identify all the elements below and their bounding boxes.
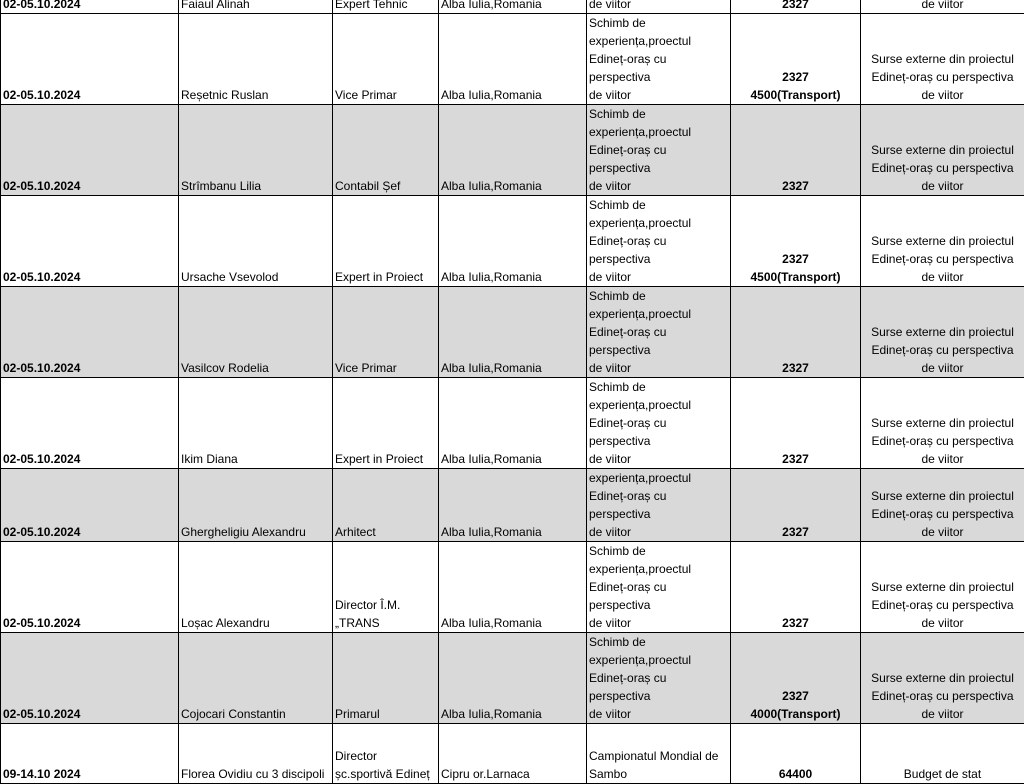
purpose-cell-line: experiența,proectul xyxy=(589,396,728,414)
purpose-cell-line: experiența,proectul xyxy=(589,651,728,669)
purpose-cell xyxy=(587,378,731,469)
source-cell-line: Edineț-oraș cu perspectiva xyxy=(863,505,1022,523)
date-cell: 02-05.10.2024 xyxy=(1,105,179,196)
source-cell-line: Edineț-oraș cu perspectiva xyxy=(863,341,1022,359)
table-row-partial xyxy=(1,0,1024,14)
purpose-cell xyxy=(587,469,731,542)
source-cell xyxy=(861,469,1024,542)
purpose-cell-line: experiența,proectul xyxy=(589,32,728,50)
name-cell: Cojocari Constantin xyxy=(179,633,333,724)
sum-cell-line: 2327 xyxy=(733,523,858,541)
sum-cell xyxy=(731,542,861,633)
sum-cell xyxy=(731,724,861,784)
source-cell-line: Edineț-oraș cu perspectiva xyxy=(863,250,1022,268)
date-cell: 02-05.10.2024 xyxy=(1,542,179,633)
name-cell: Faiaul Alinah xyxy=(179,0,333,14)
location-cell: Alba Iulia,Romania xyxy=(439,0,587,14)
position-cell: Vice Primar xyxy=(333,287,439,378)
source-cell-line: de viitor xyxy=(863,359,1022,377)
location-cell: Alba Iulia,Romania xyxy=(439,542,587,633)
location-cell: Alba Iulia,Romania xyxy=(439,378,587,469)
sum-cell xyxy=(731,633,861,724)
source-cell-line: Edineț-oraș cu perspectiva xyxy=(863,432,1022,450)
purpose-cell-line: experiența,proectul xyxy=(589,123,728,141)
position-cell-line: Director xyxy=(335,747,436,765)
purpose-cell-line: Schimb de xyxy=(589,287,728,305)
location-cell: Alba Iulia,Romania xyxy=(439,105,587,196)
sum-cell xyxy=(731,14,861,105)
purpose-cell-line: Sambo xyxy=(589,765,728,783)
sum-cell-line: 2327 xyxy=(733,68,858,86)
purpose-cell-line: experiența,proectul xyxy=(589,214,728,232)
name-cell: Ghergheligiu Alexandru xyxy=(179,469,333,542)
source-cell-line: de viitor xyxy=(863,523,1022,541)
purpose-cell-line: experiența,proectul xyxy=(589,469,728,487)
source-cell-line: Edineț-oraș cu perspectiva xyxy=(863,596,1022,614)
position-cell xyxy=(333,724,439,784)
source-cell xyxy=(861,633,1024,724)
source-cell-line: de viitor xyxy=(863,177,1022,195)
purpose-cell xyxy=(587,196,731,287)
purpose-cell-line: Campionatul Mondial de xyxy=(589,747,728,765)
table-row xyxy=(1,542,1024,633)
table-row xyxy=(1,378,1024,469)
name-cell: Loșac Alexandru xyxy=(179,542,333,633)
purpose-cell: de viitor xyxy=(587,0,731,14)
source-cell-line: de viitor xyxy=(863,705,1022,723)
sum-cell-line: 2327 xyxy=(733,450,858,468)
location-cell: Alba Iulia,Romania xyxy=(439,196,587,287)
source-cell-line: Edineț-oraș cu perspectiva xyxy=(863,68,1022,86)
name-cell: Ikim Diana xyxy=(179,378,333,469)
position-cell: Expert Tehnic xyxy=(333,0,439,14)
purpose-cell-line: de viitor xyxy=(589,705,728,723)
date-cell: 02-05.10.2024 xyxy=(1,633,179,724)
table-row xyxy=(1,105,1024,196)
table-row xyxy=(1,724,1024,784)
purpose-cell-line: Edineț-oraș cu perspectiva xyxy=(589,50,728,86)
sum-cell xyxy=(731,196,861,287)
source-cell-line: Edineț-oraș cu perspectiva xyxy=(863,687,1022,705)
sum-cell-line: 2327 xyxy=(733,687,858,705)
purpose-cell xyxy=(587,105,731,196)
source-cell-line: Edineț-oraș cu perspectiva xyxy=(863,159,1022,177)
purpose-cell-line: Edineț-oraș cu perspectiva xyxy=(589,323,728,359)
sum-cell-line: 4000(Transport) xyxy=(733,705,858,723)
source-cell xyxy=(861,196,1024,287)
sum-cell xyxy=(731,105,861,196)
source-cell-line: Budget de stat xyxy=(863,765,1022,783)
purpose-cell-line: de viitor xyxy=(589,177,728,195)
purpose-cell-line: Edineț-oraș cu perspectiva xyxy=(589,487,728,523)
purpose-cell xyxy=(587,633,731,724)
source-cell xyxy=(861,105,1024,196)
date-cell: 02-05.10.2024 xyxy=(1,287,179,378)
sum-cell-line: 4500(Transport) xyxy=(733,268,858,286)
purpose-cell-line: Edineț-oraș cu perspectiva xyxy=(589,669,728,705)
purpose-cell-line: experiența,proectul xyxy=(589,305,728,323)
purpose-cell-line: de viitor xyxy=(589,359,728,377)
location-cell: Alba Iulia,Romania xyxy=(439,469,587,542)
source-cell xyxy=(861,14,1024,105)
purpose-cell-line: de viitor xyxy=(589,86,728,104)
source-cell-line: Surse externe din proiectul xyxy=(863,323,1022,341)
source-cell-line: Surse externe din proiectul xyxy=(863,141,1022,159)
source-cell-line: de viitor xyxy=(863,268,1022,286)
date-cell: 02-05.10.2024 xyxy=(1,196,179,287)
position-cell: Primarul xyxy=(333,633,439,724)
purpose-cell-line: de viitor xyxy=(589,614,728,632)
name-cell: Vasilcov Rodelia xyxy=(179,287,333,378)
position-cell: Vice Primar xyxy=(333,14,439,105)
purpose-cell-line: de viitor xyxy=(589,450,728,468)
position-cell: Director Î.M. „TRANS xyxy=(333,542,439,633)
position-cell: Contabil Șef xyxy=(333,105,439,196)
date-cell: 02-05.10.2024 xyxy=(1,378,179,469)
position-cell-line: șc.sportivă Edineț xyxy=(335,765,436,783)
purpose-cell-line: de viitor xyxy=(589,268,728,286)
sum-cell-line: 2327 xyxy=(733,359,858,377)
source-cell-line: Surse externe din proiectul xyxy=(863,232,1022,250)
location-cell: Cipru or.Larnaca xyxy=(439,724,587,784)
source-cell-line: Surse externe din proiectul xyxy=(863,578,1022,596)
date-cell: 02-05.10.2024 xyxy=(1,0,179,14)
source-cell: de viitor xyxy=(861,0,1024,14)
sum-cell xyxy=(731,378,861,469)
table-row xyxy=(1,196,1024,287)
purpose-cell-line: Schimb de xyxy=(589,105,728,123)
position-cell: Expert in Proiect xyxy=(333,378,439,469)
source-cell-line: Surse externe din proiectul xyxy=(863,669,1022,687)
purpose-cell xyxy=(587,542,731,633)
sum-cell-line: 4500(Transport) xyxy=(733,86,858,104)
date-cell: 02-05.10.2024 xyxy=(1,14,179,105)
location-cell: Alba Iulia,Romania xyxy=(439,14,587,105)
location-cell: Alba Iulia,Romania xyxy=(439,633,587,724)
purpose-cell-line: Schimb de xyxy=(589,378,728,396)
table-row xyxy=(1,633,1024,724)
purpose-cell-line: de viitor xyxy=(589,523,728,541)
date-cell: 09-14.10 2024 xyxy=(1,724,179,784)
purpose-cell-line: Schimb de xyxy=(589,542,728,560)
sum-cell-line: 2327 xyxy=(733,177,858,195)
source-cell-line: de viitor xyxy=(863,614,1022,632)
source-cell xyxy=(861,542,1024,633)
table-row xyxy=(1,14,1024,105)
purpose-cell xyxy=(587,724,731,784)
source-cell xyxy=(861,378,1024,469)
sum-cell xyxy=(731,469,861,542)
position-cell: Expert in Proiect xyxy=(333,196,439,287)
position-cell: Arhitect xyxy=(333,469,439,542)
sum-cell-line: 2327 xyxy=(733,250,858,268)
purpose-cell-line: Edineț-oraș cu perspectiva xyxy=(589,232,728,268)
name-cell: Ursache Vsevolod xyxy=(179,196,333,287)
purpose-cell-line: experiența,proectul xyxy=(589,560,728,578)
sum-cell xyxy=(731,287,861,378)
date-cell: 02-05.10.2024 xyxy=(1,469,179,542)
purpose-cell-line: Schimb de xyxy=(589,14,728,32)
sum-cell: 2327 xyxy=(731,0,861,14)
location-cell: Alba Iulia,Romania xyxy=(439,287,587,378)
purpose-cell-line: Schimb de xyxy=(589,633,728,651)
sum-cell-line: 2327 xyxy=(733,614,858,632)
source-cell-line: de viitor xyxy=(863,450,1022,468)
source-cell xyxy=(861,287,1024,378)
purpose-cell xyxy=(587,14,731,105)
source-cell-line: Surse externe din proiectul xyxy=(863,487,1022,505)
name-cell: Reșetnic Ruslan xyxy=(179,14,333,105)
purpose-cell-line: Edineț-oraș cu perspectiva xyxy=(589,414,728,450)
source-cell-line: Surse externe din proiectul xyxy=(863,50,1022,68)
source-cell-line: Surse externe din proiectul xyxy=(863,414,1022,432)
name-cell: Florea Ovidiu cu 3 discipoli xyxy=(179,724,333,784)
purpose-cell-line: Schimb de xyxy=(589,196,728,214)
table-row xyxy=(1,287,1024,378)
source-cell-line: de viitor xyxy=(863,86,1022,104)
source-cell xyxy=(861,724,1024,784)
purpose-cell xyxy=(587,287,731,378)
table-row xyxy=(1,469,1024,542)
purpose-cell-line: Edineț-oraș cu perspectiva xyxy=(589,141,728,177)
purpose-cell-line: Edineț-oraș cu perspectiva xyxy=(589,578,728,614)
name-cell: Strîmbanu Lilia xyxy=(179,105,333,196)
sum-cell-line: 64400 xyxy=(733,765,858,783)
